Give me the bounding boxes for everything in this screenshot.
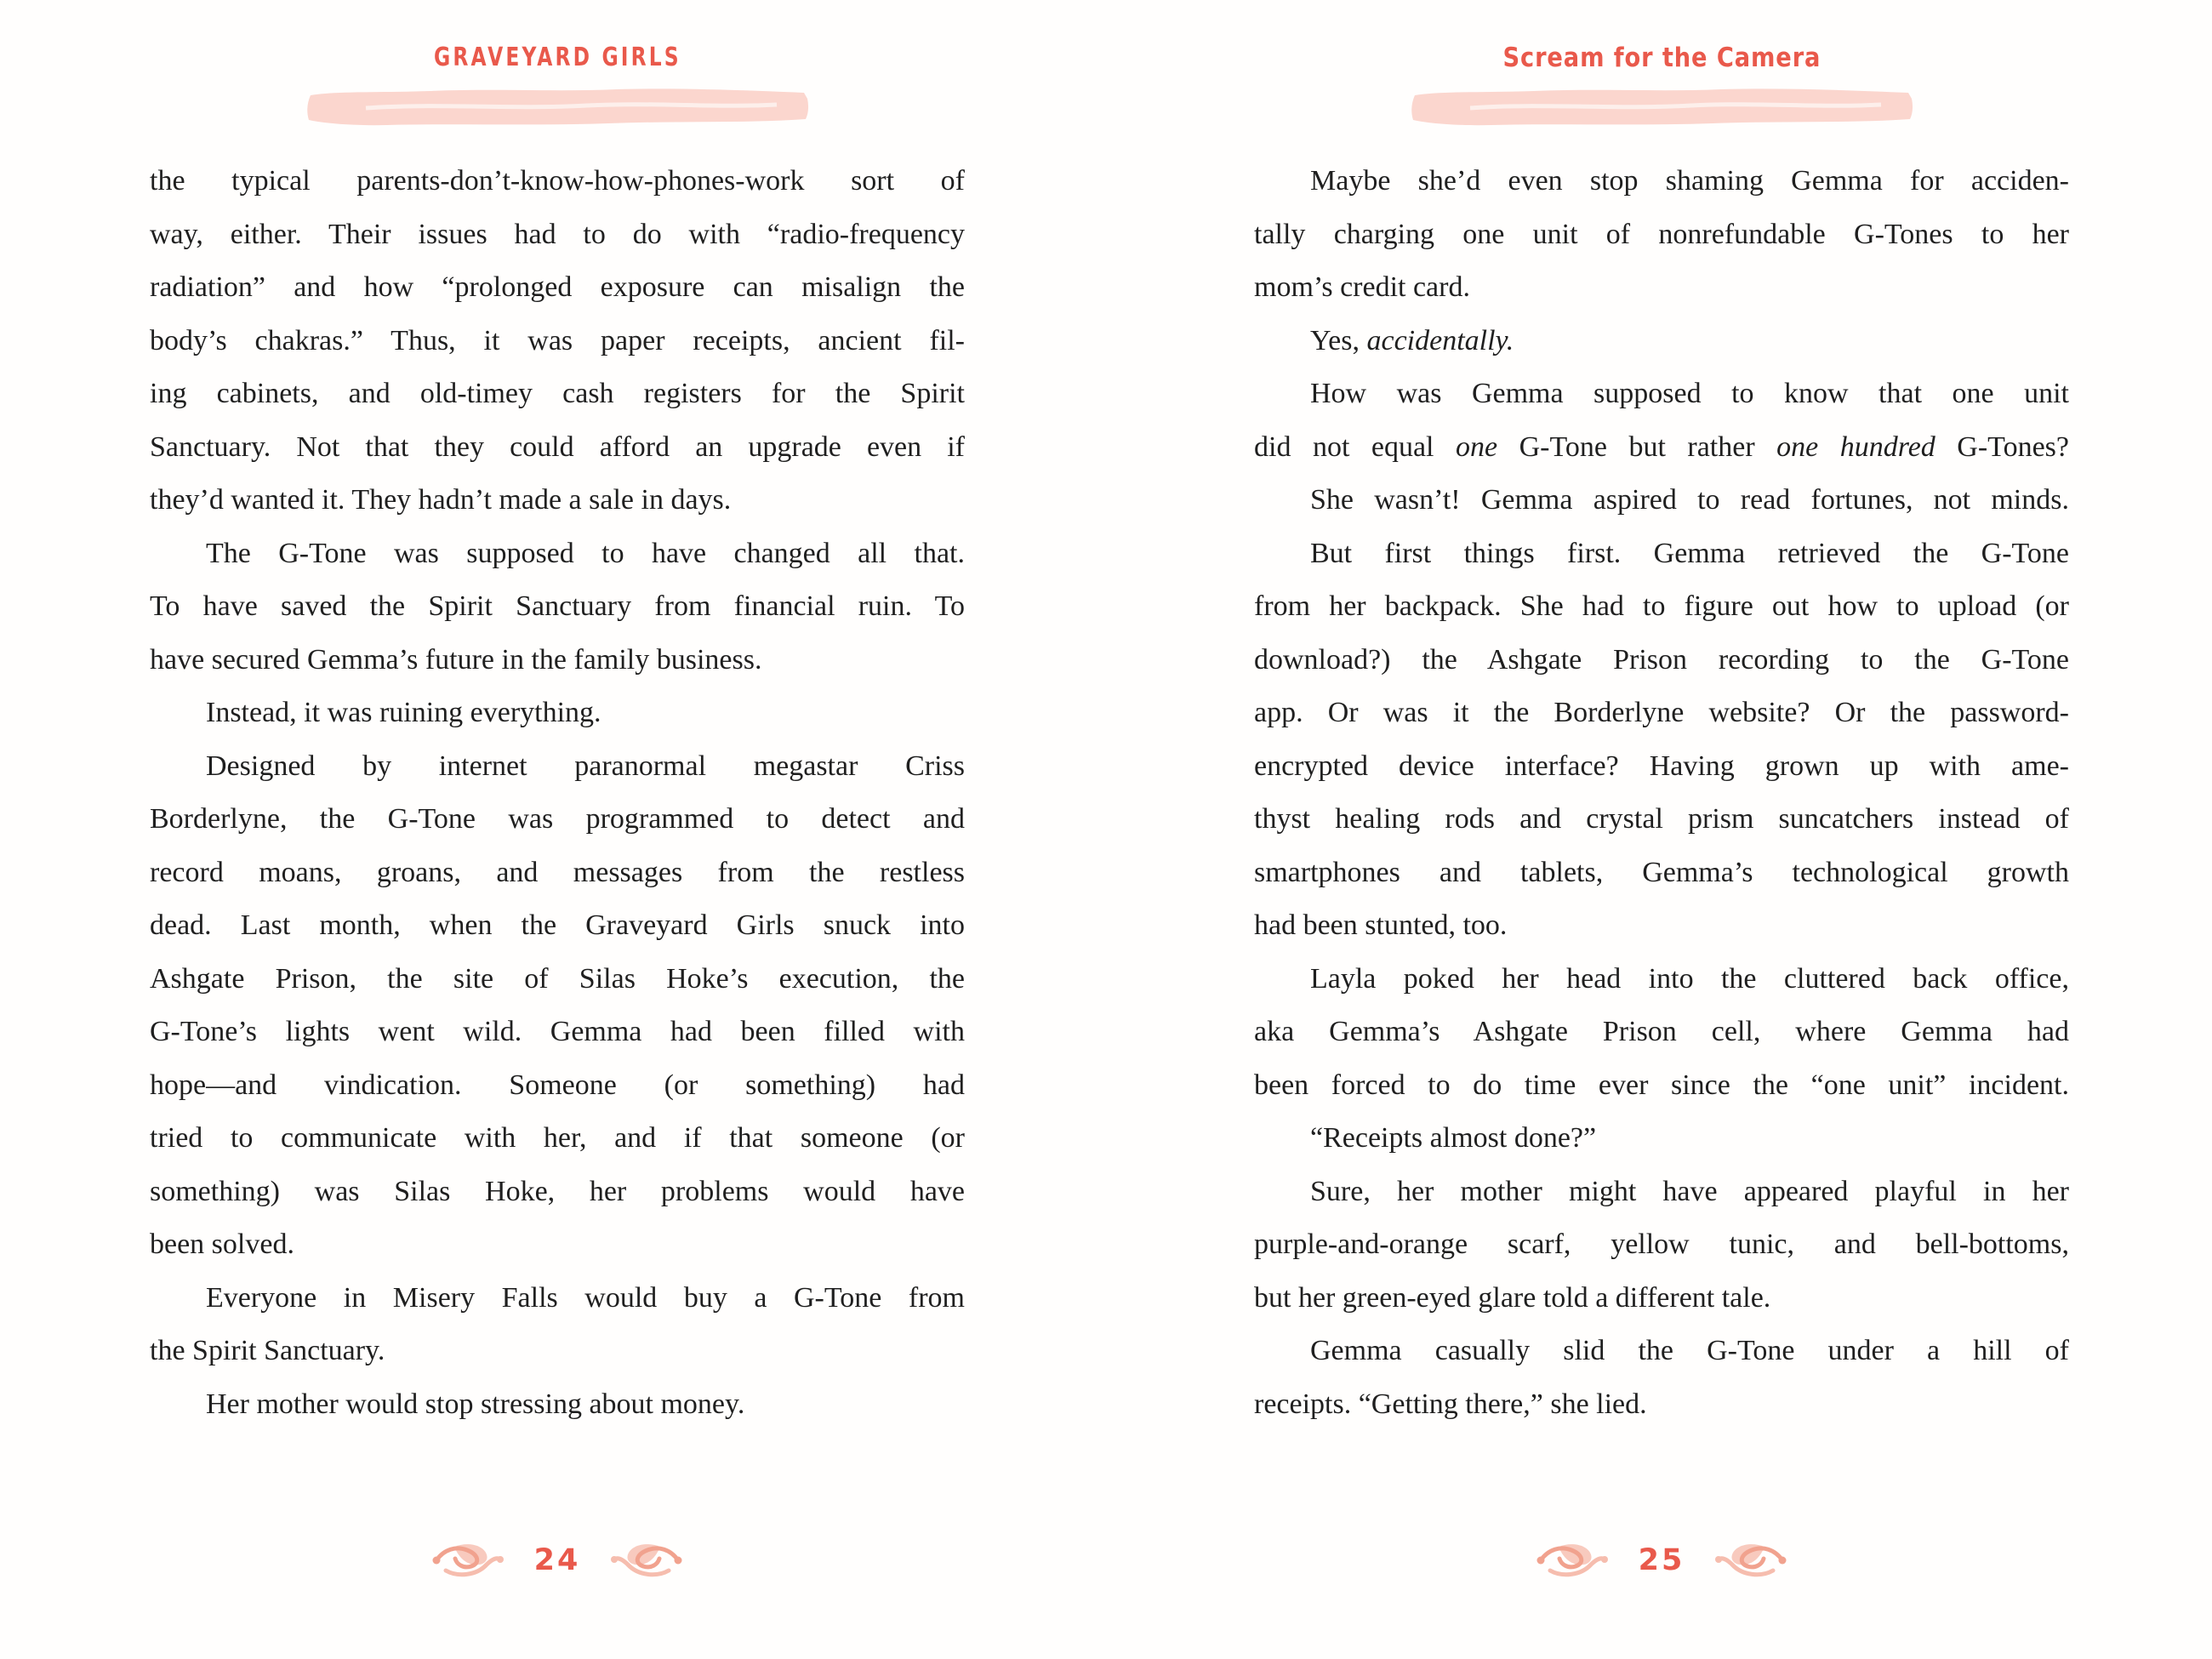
series-title: GRAVEYARD GIRLS (433, 43, 681, 72)
brush-stroke-ornament (302, 82, 812, 131)
swirl-ornament-right (609, 1540, 684, 1581)
swirl-ornament-left (430, 1540, 505, 1581)
swirl-ornament-right (1713, 1540, 1788, 1581)
text-line: Designed by internet paranormal megastar Criss (206, 750, 965, 782)
text-line: G-Tone’s lights went wild. Gemma had been filled with (150, 1016, 965, 1047)
page-footer (1254, 1540, 2069, 1581)
page-right (1254, 0, 2069, 1659)
text-line: Gemma casually slid the G-Tone under a hill of (1310, 1335, 2069, 1366)
text-line: but her green-eyed glare told a different tale. (1254, 1281, 1771, 1314)
text-line: had been stunted, too. (1254, 909, 1508, 941)
text-line: How was Gemma supposed to know that one unit (1310, 378, 2069, 409)
running-head-chapter (1254, 43, 2069, 73)
page-body-text (150, 155, 965, 1431)
page-footer (150, 1540, 965, 1581)
page-number: 25 (1638, 1543, 1685, 1577)
text-line: the Spirit Sanctuary. (150, 1335, 385, 1366)
text-line: tally charging one unit of nonrefundable G-Tones to her (1254, 218, 2069, 250)
text-line: But first things first. Gemma retrieved the G-Tone (1310, 537, 2069, 569)
text-line: they’d wanted it. They hadn’t made a sale in days. (150, 484, 732, 516)
text-line: the typical parents-don’t-know-how-phones-work sort of (150, 165, 965, 197)
text-line: Sure, her mother might have appeared playful in her (1310, 1175, 2069, 1207)
text-line: download?) the Ashgate Prison recording to the G-Tone (1254, 643, 2069, 676)
text-line: Ashgate Prison, the site of Silas Hoke’s execution, the (150, 962, 965, 995)
text-line: encrypted device interface? Having grown up with ame- (1254, 750, 2069, 782)
text-line: The G-Tone was supposed to have changed all that. (206, 537, 965, 569)
swirl-ornament-left (1535, 1540, 1610, 1581)
page-left (150, 0, 965, 1659)
text-line: did not equal one G-Tone but rather one hundred G-Tones? (1254, 430, 2069, 463)
page-body-text (1254, 155, 2069, 1431)
text-line: been solved. (150, 1229, 294, 1260)
text-line: ing cabinets, and old-timey cash registers for the Spirit (150, 378, 965, 409)
text-line: Her mother would stop stressing about money. (206, 1388, 745, 1420)
text-line: from her backpack. She had to figure out how to upload (or (1254, 590, 2069, 622)
text-line: dead. Last month, when the Graveyard Girls snuck into (150, 909, 965, 941)
text-line: app. Or was it the Borderlyne website? Or the password- (1254, 697, 2069, 728)
text-line: smartphones and tablets, Gemma’s technological growth (1254, 856, 2069, 888)
text-line: “Receipts almost done?” (1310, 1122, 1597, 1154)
text-line: purple-and-orange scarf, yellow tunic, and bell-bottoms, (1254, 1229, 2069, 1260)
text-line: She wasn’t! Gemma aspired to read fortunes, not minds. (1310, 484, 2069, 516)
text-line: Instead, it was ruining everything. (206, 697, 601, 728)
text-line: receipts. “Getting there,” she lied. (1254, 1388, 1647, 1420)
text-line: have secured Gemma’s future in the family business. (150, 643, 762, 676)
text-line: mom’s credit card. (1254, 271, 1470, 303)
text-line: Sanctuary. Not that they could afford an upgrade even if (150, 430, 965, 463)
chapter-title: Scream for the Camera (1502, 43, 1821, 73)
text-line: To have saved the Spirit Sanctuary from financial ruin. To (150, 590, 965, 622)
text-line: Yes, accidentally. (1310, 324, 1514, 356)
text-line: radiation” and how “prolonged exposure can misalign the (150, 271, 965, 303)
text-line: tried to communicate with her, and if that someone (or (150, 1122, 965, 1154)
text-line: hope—and vindication. Someone (or something) had (150, 1069, 965, 1101)
text-line: Everyone in Misery Falls would buy a G-Tone from (206, 1281, 965, 1314)
text-line: Borderlyne, the G-Tone was programmed to detect and (150, 803, 965, 835)
text-line: Maybe she’d even stop shaming Gemma for acciden- (1310, 165, 2069, 197)
brush-stroke-ornament (1406, 82, 1917, 131)
text-line: Layla poked her head into the cluttered back office, (1310, 962, 2069, 995)
page-number: 24 (533, 1543, 581, 1577)
text-line: aka Gemma’s Ashgate Prison cell, where Gemma had (1254, 1016, 2069, 1047)
text-line: been forced to do time ever since the “one unit” incident. (1254, 1069, 2069, 1101)
text-line: way, either. Their issues had to do with “radio-frequency (150, 218, 965, 250)
running-head-series (150, 43, 965, 72)
text-line: body’s chakras.” Thus, it was paper receipts, ancient fil- (150, 324, 965, 356)
text-line: record moans, groans, and messages from the restless (150, 856, 965, 888)
text-line: thyst healing rods and crystal prism suncatchers instead of (1254, 803, 2069, 835)
text-line: something) was Silas Hoke, her problems would have (150, 1175, 965, 1207)
